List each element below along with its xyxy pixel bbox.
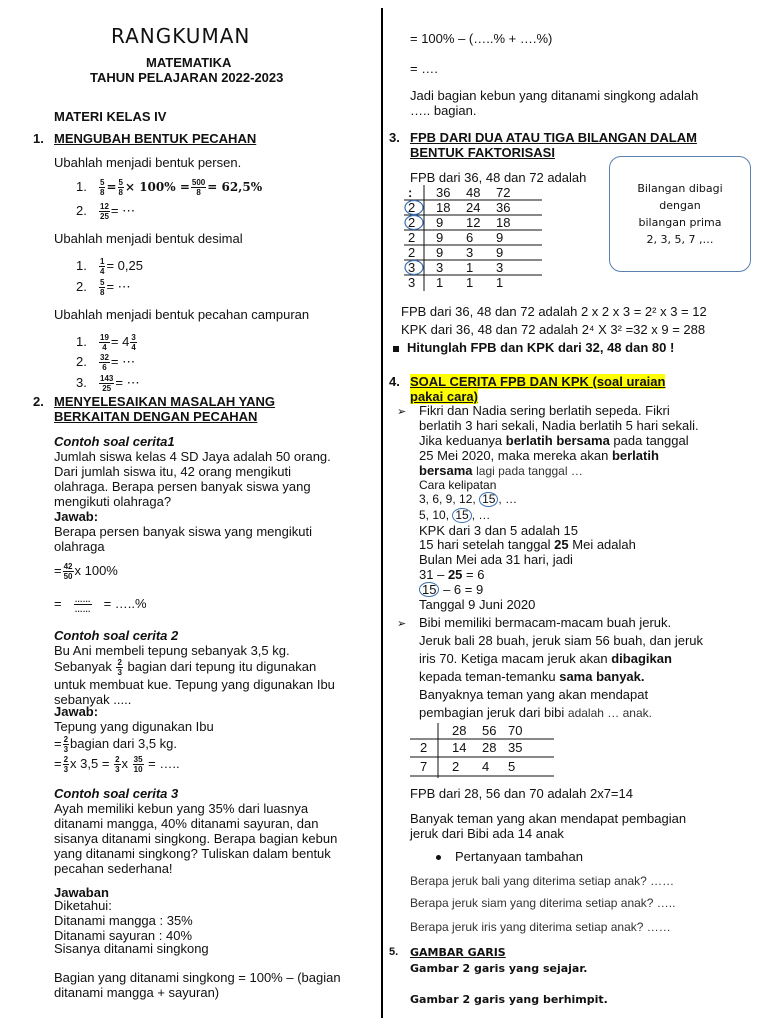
arrow-bullet-icon: ➢: [397, 618, 407, 630]
problem-1-line: 15 – 6 = 9: [419, 582, 483, 597]
diketahui-line: Ditanami sayuran : 40%: [54, 928, 193, 943]
campuran-item-3: 3. $\frac{143}{25}$ = ⋯: [76, 374, 140, 393]
diketahui-label: Diketahui:: [54, 898, 112, 913]
contoh-1-answer-line: Berapa persen banyak siswa yang mengikuti: [54, 524, 312, 539]
prime-note-bubble: [609, 156, 751, 272]
jeruk-table-cell: 7: [420, 759, 428, 774]
diketahui-line: Ditanami mangga : 35%: [54, 913, 193, 928]
question-line: Berapa jeruk iris yang diterima setiap anak? ……: [410, 920, 671, 934]
factor-table-cell: 1: [496, 275, 504, 290]
section-4-heading-2: pakai cara): [410, 389, 478, 404]
jeruk-table-cell: 4: [482, 759, 490, 774]
section-3-number: 3.: [389, 130, 400, 145]
factor-table-cell: 3: [408, 260, 416, 275]
problem-1-line: Bulan Mei ada 31 hari, jadi: [419, 552, 573, 567]
campuran-item-2: 2. $\frac{32}{6}$ = ⋯: [76, 353, 136, 372]
factor-table-cell: 9: [436, 245, 444, 260]
contoh-3-line: Ayah memiliki kebun yang 35% dari luasnya: [54, 801, 309, 816]
contoh-1-answer-line: olahraga: [54, 539, 105, 554]
fraction: $\frac{5}{8}$: [118, 178, 123, 197]
problem-1-line: 31 – 25 = 6: [419, 567, 485, 582]
problem-2-line: Banyaknya teman yang akan mendapat: [419, 687, 649, 702]
year-title: TAHUN PELAJARAN 2022-2023: [90, 70, 284, 85]
contoh-3-line: sisanya ditanami singkong. Berapa bagian kebun: [54, 831, 338, 846]
jeruk-table-cell: 28: [452, 723, 467, 738]
jeruk-table-cell: 2: [452, 759, 460, 774]
jawaban-label: Jawaban: [54, 885, 109, 900]
section-4-heading-1: SOAL CERITA FPB DAN KPK (soal uraian: [410, 374, 666, 389]
fraction: $\frac{\dots\dots}{\dots\dots}$: [74, 595, 91, 614]
problem-1-line: 3, 6, 9, 12, 15 , …: [419, 492, 518, 506]
problem-2-line: Bibi memiliki bermacam-macam buah jeruk.: [419, 615, 672, 630]
fraction: $\frac{3}{4}$: [131, 333, 136, 352]
contoh-3-line: yang ditanami singkong? Tuliskan dalam bentuk: [54, 846, 331, 861]
materi-heading: MATERI KELAS IV: [54, 109, 167, 124]
problem-2-line: iris 70. Ketiga macam jeruk akan dibagikan: [419, 651, 672, 666]
fpb-kpk-task: Hitunglah FPB dan KPK dari 32, 48 dan 80 !: [393, 340, 674, 355]
factor-table-cell: 3: [496, 260, 504, 275]
contoh-2-line: Bu Ani membeli tepung sebanyak 3,5 kg.: [54, 643, 290, 658]
section-5-heading: GAMBAR GARIS: [410, 946, 506, 959]
fraction: $\frac{1}{4}$: [100, 257, 105, 276]
factor-table-cell: 6: [466, 230, 474, 245]
fraction: $\frac{2}{3}$: [63, 735, 69, 754]
factor-table-cell: 18: [436, 200, 451, 215]
factor-table-cell: 2: [408, 245, 416, 260]
continued-line: = 100% – (…..% + ….%): [410, 31, 553, 46]
factor-table-cell: 3: [436, 260, 444, 275]
jeruk-table-cell: 5: [508, 759, 516, 774]
problem-1-line: Jika keduanya berlatih bersama pada tanggal: [419, 433, 689, 448]
section-2-heading-1: MENYELESAIKAN MASALAH YANG: [54, 394, 276, 409]
jeruk-table-cell: 14: [452, 740, 467, 755]
bubble-line: 2, 3, 5, 7 ,…: [646, 233, 714, 246]
persen-item-2: 2. $\frac{12}{25}$ = ⋯: [76, 202, 136, 221]
fpb-jeruk: FPB dari 28, 56 dan 70 adalah 2x7=14: [410, 786, 633, 801]
question-line: Berapa jeruk siam yang diterima setiap anak? …..: [410, 896, 676, 910]
factor-table-cell: 48: [466, 185, 481, 200]
factor-table-cell: :: [408, 185, 413, 200]
contoh-1-line: Dari jumlah siswa itu, 42 orang mengikuti: [54, 464, 291, 479]
factor-table-cell: 2: [408, 215, 416, 230]
jawab-label: Jawab:: [54, 704, 99, 719]
contoh-2-line: sebanyak .....: [54, 692, 132, 707]
bubble-line: Bilangan dibagi: [637, 182, 723, 195]
section-5-number: 5.: [389, 946, 399, 958]
contoh-2-answer-line: = $\frac{2}{3}$ bagian dari 3,5 kg.: [54, 735, 178, 754]
contoh-1-title: Contoh soal cerita1: [54, 434, 175, 449]
contoh-3-line: ditanami mangga, 40% ditanami sayuran, dan: [54, 816, 319, 831]
bagian-line: ditanami mangga + sayuran): [54, 985, 220, 1000]
fraction: $\frac{35}{10}$: [133, 755, 143, 774]
factor-table-cell: 24: [466, 200, 481, 215]
problem-2-line: Jeruk bali 28 buah, jeruk siam 56 buah, dan jeruk: [419, 633, 704, 648]
bullet-square-icon: [393, 346, 399, 352]
section-3-heading-1: FPB DARI DUA ATAU TIGA BILANGAN DALAM: [410, 130, 697, 145]
jawab-label: Jawab:: [54, 509, 99, 524]
problem-2-line: pembagian jeruk dari bibi adalah … anak.: [419, 705, 652, 720]
diketahui-line: Sisanya ditanami singkong: [54, 941, 209, 956]
fraction: $\frac{2}{3}$: [117, 658, 122, 677]
desimal-item-2: 2. $\frac{5}{8}$ = ⋯: [76, 278, 131, 297]
fpb-result: FPB dari 36, 48 dan 72 adalah 2 x 2 x 3 = 2² x 3 = 12: [401, 304, 707, 319]
fraction: $\frac{5}{8}$: [100, 178, 105, 197]
contoh-2-title: Contoh soal cerita 2: [54, 628, 179, 643]
bubble-line: bilangan prima: [638, 216, 722, 229]
continued-line: Jadi bagian kebun yang ditanami singkong adalah: [410, 88, 699, 103]
bagian-line: Bagian yang ditanami singkong = 100% – (bagian: [54, 970, 341, 985]
answer-line: Banyak teman yang akan mendapat pembagian: [410, 811, 687, 826]
document-title: RANGKUMAN: [111, 24, 251, 48]
jeruk-table-cell: 35: [508, 740, 523, 755]
kpk-result: KPK dari 36, 48 dan 72 adalah 2⁴ X 3² =32 x 9 = 288: [401, 322, 706, 337]
fraction: $\frac{500}{8}$: [191, 178, 206, 197]
arrow-bullet-icon: ➢: [397, 406, 407, 418]
problem-1-line: KPK dari 3 dan 5 adalah 15: [419, 523, 579, 538]
problem-1-line: Fikri dan Nadia sering berlatih sepeda. Fikri: [419, 403, 670, 418]
problem-1-line: 15 hari setelah tanggal 25 Mei adalah: [419, 537, 636, 552]
contoh-1-line: mengikuti olahraga?: [54, 494, 172, 509]
section-3-heading-2: BENTUK FAKTORISASI: [410, 145, 555, 160]
section-2-heading-2: BERKAITAN DENGAN PECAHAN: [54, 409, 258, 424]
persen-item-1: 1. $\frac{5}{8}$ = $\frac{5}{8}$ × 100% = $\frac{500}{8}$ = 62,5%: [76, 178, 263, 197]
problem-2-line: kepada teman-temanku sama banyak.: [419, 669, 645, 684]
contoh-1-line: Jumlah siswa kelas 4 SD Jaya adalah 50 orang.: [54, 449, 331, 464]
factor-table-cell: 2: [408, 230, 416, 245]
fraction: $\frac{42}{50}$: [63, 562, 73, 581]
problem-1-line: 25 Mei 2020, maka mereka akan berlatih: [419, 448, 659, 463]
fraction: $\frac{12}{25}$: [100, 202, 109, 221]
problem-1-line: 5, 10, 15 , …: [419, 508, 491, 522]
persen-intro: Ubahlah menjadi bentuk persen.: [54, 155, 242, 170]
section-2-number: 2.: [33, 394, 44, 409]
contoh-2-answer-line: Tepung yang digunakan Ibu: [54, 719, 214, 734]
section-1-number: 1.: [33, 131, 44, 146]
factor-table-cell: 1: [466, 260, 474, 275]
factor-table-cell: 9: [496, 245, 504, 260]
factor-table-cell: 36: [496, 200, 511, 215]
pertanyaan-tambahan: Pertanyaan tambahan: [436, 849, 583, 864]
fraction: $\frac{143}{25}$: [100, 374, 114, 393]
jeruk-table-cell: 2: [420, 740, 428, 755]
bubble-line: dengan: [659, 199, 701, 212]
campuran-intro: Ubahlah menjadi bentuk pecahan campuran: [54, 307, 310, 322]
continued-line: ….. bagian.: [410, 103, 477, 118]
factor-table-cell: 9: [436, 230, 444, 245]
gambar-line: Gambar 2 garis yang sejajar.: [410, 962, 588, 975]
factor-table-cell: 9: [496, 230, 504, 245]
bullet-dot-icon: [436, 855, 441, 860]
question-line: Berapa jeruk bali yang diterima setiap anak? ……: [410, 874, 675, 888]
fpb-intro: FPB dari 36, 48 dan 72 adalah: [410, 170, 587, 185]
continued-line: = ….: [410, 61, 438, 76]
contoh-3-line: pecahan sederhana!: [54, 861, 173, 876]
problem-1-line: Cara kelipatan: [419, 478, 497, 492]
fraction: $\frac{19}{4}$: [100, 333, 109, 352]
factor-table-cell: 3: [466, 245, 474, 260]
fraction: $\frac{5}{8}$: [100, 278, 105, 297]
factor-table-cell: 2: [408, 200, 416, 215]
desimal-item-1: 1. $\frac{1}{4}$ = 0,25: [76, 257, 143, 276]
fraction: $\frac{2}{3}$: [115, 755, 120, 774]
factor-table-cell: 1: [466, 275, 474, 290]
campuran-item-1: 1. $\frac{19}{4}$ = 4 $\frac{3}{4}$: [76, 333, 136, 352]
contoh-3-title: Contoh soal cerita 3: [54, 786, 179, 801]
fraction: $\frac{32}{6}$: [100, 353, 109, 372]
factor-table-cell: 36: [436, 185, 451, 200]
section-4-number: 4.: [389, 374, 400, 389]
jeruk-table-cell: 28: [482, 740, 497, 755]
contoh-1-equation-1: = $\frac{42}{50}$ x 100%: [54, 562, 118, 581]
factor-table-cell: 12: [466, 215, 481, 230]
problem-1-line: berlatih 3 hari sekali, Nadia berlatih 5 hari sekali.: [419, 418, 699, 433]
section-1-heading: MENGUBAH BENTUK PECAHAN: [54, 131, 257, 146]
contoh-2-line: untuk membuat kue. Tepung yang digunakan Ibu: [54, 677, 335, 692]
desimal-intro: Ubahlah menjadi bentuk desimal: [54, 231, 243, 246]
subject-title: MATEMATIKA: [146, 55, 232, 70]
contoh-1-equation-2: = $\frac{\dots\dots}{\dots\dots}$ = …..%: [54, 595, 147, 614]
contoh-2-line: Sebanyak $\frac{2}{3}$ bagian dari tepung itu digunakan: [54, 658, 317, 677]
problem-1-line: Tanggal 9 Juni 2020: [419, 597, 536, 612]
contoh-1-line: olahraga. Berapa persen banyak siswa yang: [54, 479, 311, 494]
problem-1-line: bersama lagi pada tanggal …: [419, 463, 583, 478]
jeruk-table-cell: 70: [508, 723, 523, 738]
contoh-2-answer-line: = $\frac{2}{3}$ x 3,5 = $\frac{2}{3}$ x $\frac{35}{10}$ = …..: [54, 755, 180, 774]
jeruk-table-cell: 56: [482, 723, 497, 738]
factor-table-cell: 3: [408, 275, 416, 290]
factor-table-cell: 72: [496, 185, 511, 200]
factor-table-cell: 18: [496, 215, 511, 230]
gambar-line: Gambar 2 garis yang berhimpit.: [410, 993, 608, 1006]
fraction: $\frac{2}{3}$: [63, 755, 69, 774]
column-divider: [381, 8, 383, 1018]
factor-table-cell: 9: [436, 215, 444, 230]
answer-line: jeruk dari Bibi ada 14 anak: [410, 826, 564, 841]
factor-table-cell: 1: [436, 275, 444, 290]
